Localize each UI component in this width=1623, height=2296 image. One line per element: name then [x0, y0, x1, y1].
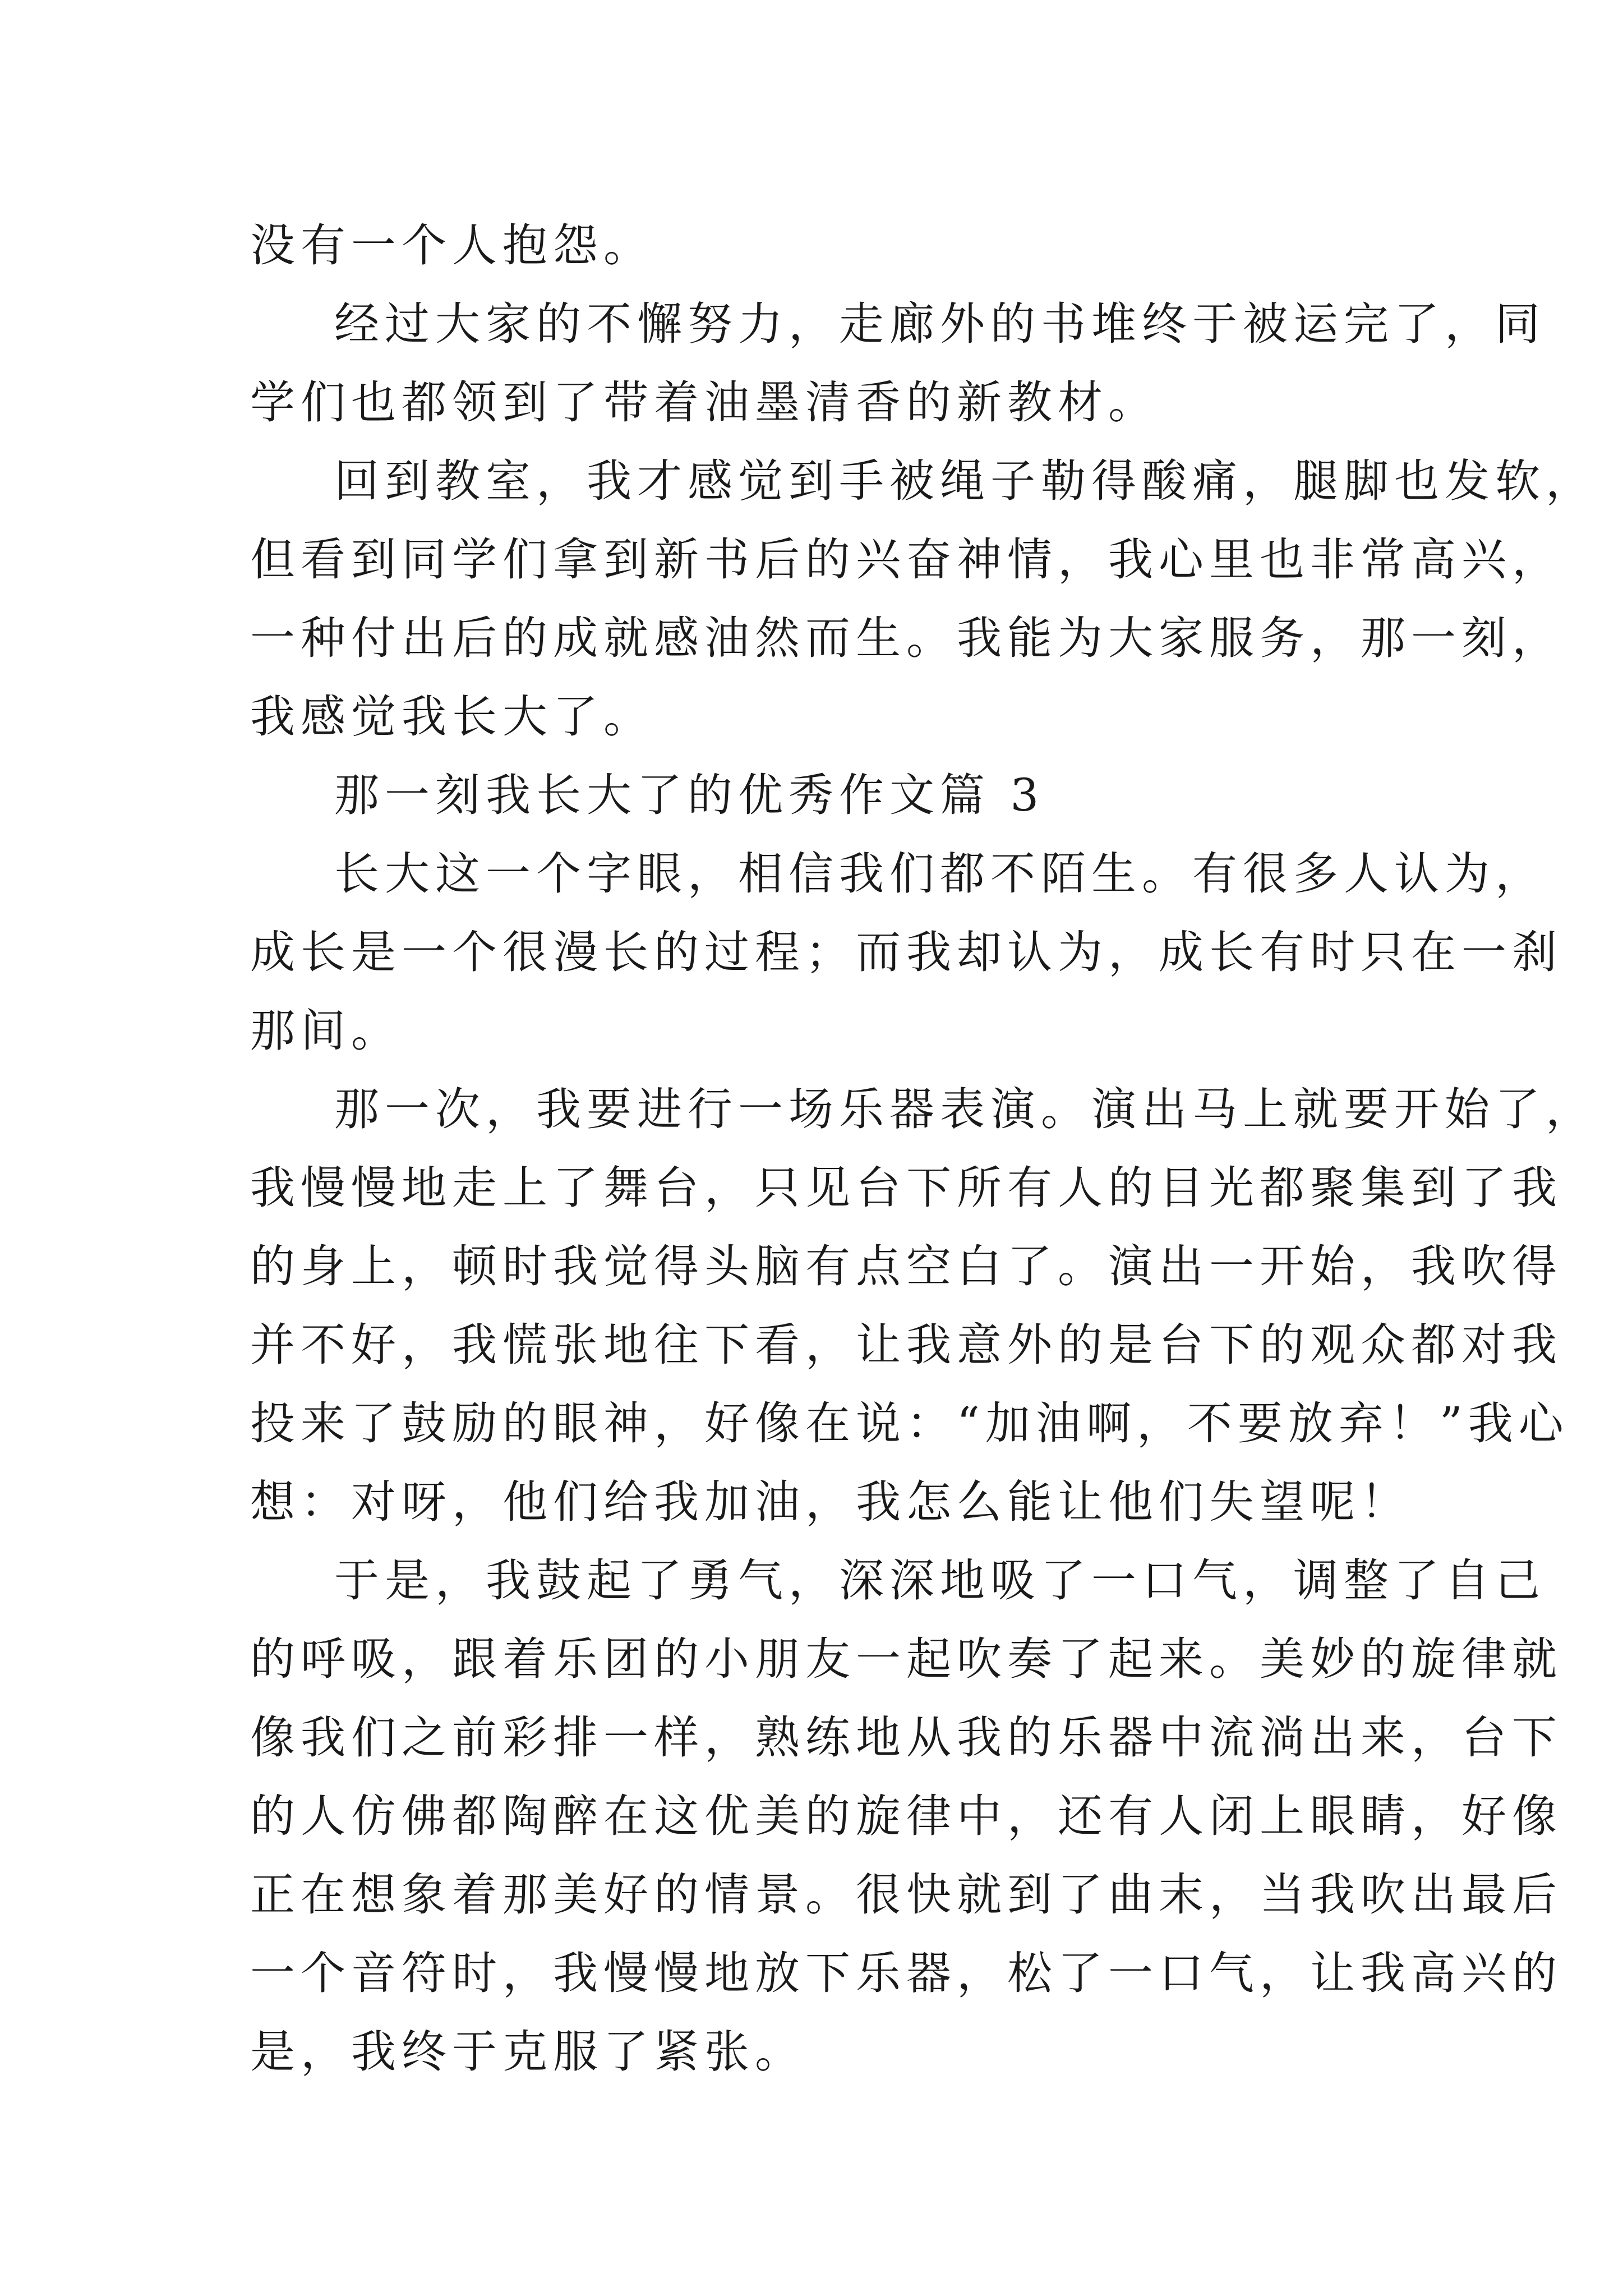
text-line: 并不好，我慌张地往下看，让我意外的是台下的观众都对我 — [250, 1319, 1562, 1371]
paragraph-first-line: 经过大家的不懈努力，走廊外的书堆终于被运完了，同 — [334, 298, 1546, 350]
text-line: 学们也都领到了带着油墨清香的新教材。 — [250, 376, 1159, 429]
text-line: 想：对呀，他们给我加油，我怎么能让他们失望呢！ — [250, 1476, 1411, 1528]
text-line: 但看到同学们拿到新书后的兴奋神情，我心里也非常高兴， — [250, 533, 1562, 586]
text-line: 那间。 — [250, 1005, 402, 1057]
text-line: 的呼吸，跟着乐团的小朋友一起吹奏了起来。美妙的旋律就 — [250, 1633, 1562, 1685]
paragraph-first-line: 于是，我鼓起了勇气，深深地吸了一口气，调整了自己 — [334, 1554, 1546, 1607]
paragraph-first-line: 那一次，我要进行一场乐器表演。演出马上就要开始了， — [334, 1083, 1596, 1135]
paragraph-first-line: 长大这一个字眼，相信我们都不陌生。有很多人认为， — [334, 848, 1546, 900]
text-line: 我感觉我长大了。 — [250, 691, 654, 743]
text-line: 投来了鼓励的眼神，好像在说：“加油啊，不要放弃！”我心 — [250, 1397, 1569, 1450]
paragraph-first-line: 回到教室，我才感觉到手被绳子勒得酸痛，腿脚也发软， — [334, 455, 1596, 507]
text-line: 一个音符时，我慢慢地放下乐器，松了一口气，让我高兴的 — [250, 1947, 1562, 1999]
text-line: 一种付出后的成就感油然而生。我能为大家服务，那一刻， — [250, 612, 1562, 664]
text-line: 的身上，顿时我觉得头脑有点空白了。演出一开始，我吹得 — [250, 1240, 1562, 1292]
text-line: 的人仿佛都陶醉在这优美的旋律中，还有人闭上眼睛，好像 — [250, 1790, 1562, 1842]
text-line: 我慢慢地走上了舞台，只见台下所有人的目光都聚集到了我 — [250, 1162, 1562, 1214]
section-heading: 那一刻我长大了的优秀作文篇 3 — [334, 769, 1045, 821]
text-line: 是，我终于克服了紧张。 — [250, 2026, 805, 2078]
text-line: 成长是一个很漫长的过程；而我却认为，成长有时只在一刹 — [250, 926, 1562, 978]
text-line: 正在想象着那美好的情景。很快就到了曲末，当我吹出最后 — [250, 1869, 1562, 1921]
text-line: 像我们之前彩排一样，熟练地从我的乐器中流淌出来，台下 — [250, 1711, 1562, 1764]
text-line: 没有一个人抱怨。 — [250, 219, 654, 272]
